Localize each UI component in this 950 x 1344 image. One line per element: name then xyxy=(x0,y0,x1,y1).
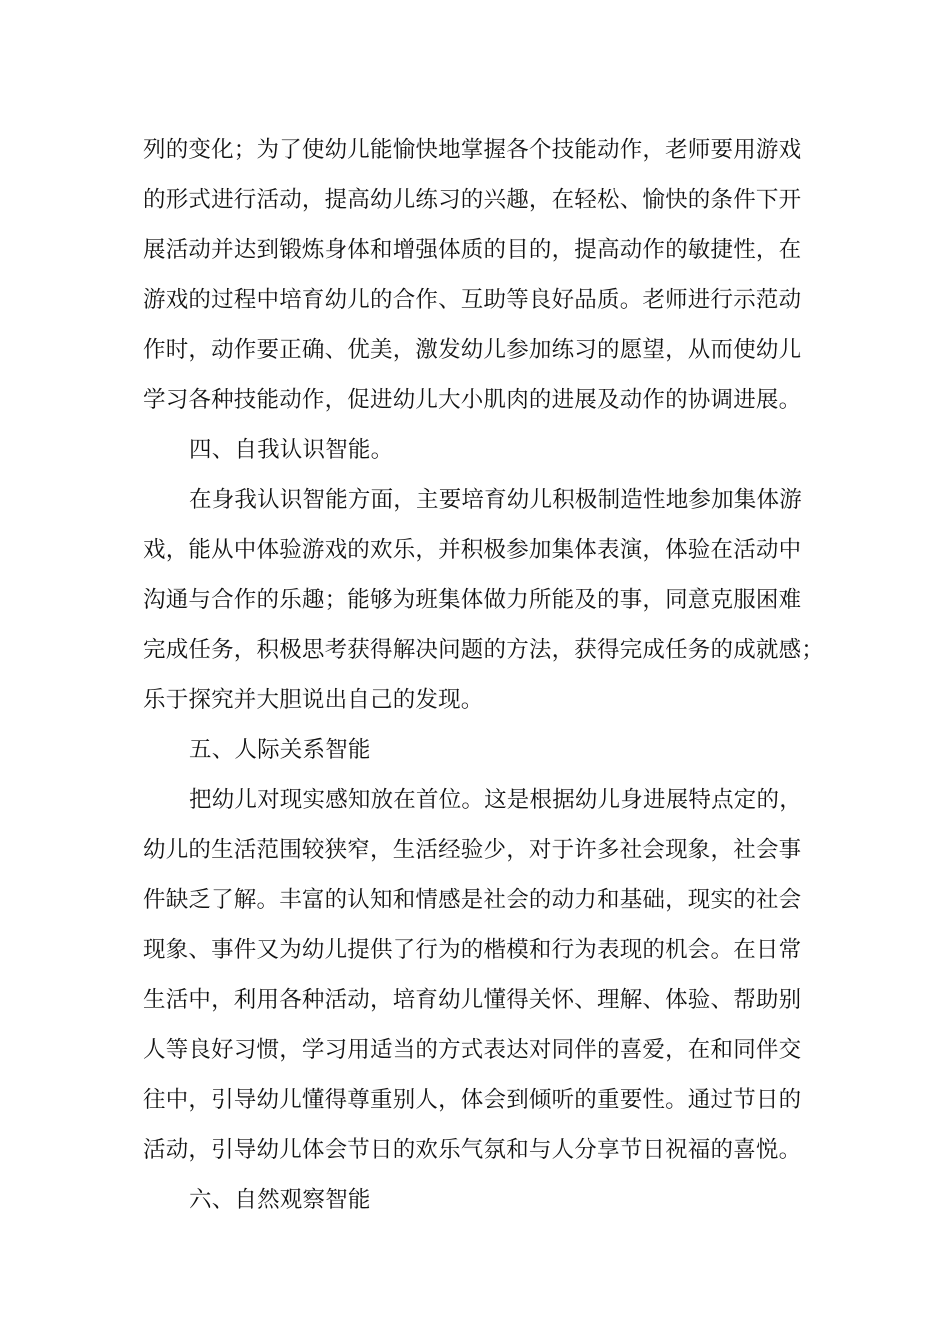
text-line: 的形式进行活动，提高幼儿练习的兴趣，在轻松、愉快的条件下开 xyxy=(143,187,802,213)
section-heading-5: 五、人际关系智能 xyxy=(189,737,371,763)
section-heading-6: 六、自然观察智能 xyxy=(189,1187,371,1213)
text-line: 人等良好习惯，学习用适当的方式表达对同伴的喜爱，在和同伴交 xyxy=(143,1037,802,1063)
text-line: 往中，引导幼儿懂得尊重别人，体会到倾听的重要性。通过节日的 xyxy=(143,1087,802,1113)
text-line: 在身我认识智能方面，主要培育幼儿积极制造性地参加集体游 xyxy=(189,487,802,513)
text-line: 沟通与合作的乐趣；能够为班集体做力所能及的事，同意克服困难 xyxy=(143,587,802,613)
text-line: 戏，能从中体验游戏的欢乐，并积极参加集体表演，体验在活动中 xyxy=(143,537,802,563)
text-line: 展活动并达到锻炼身体和增强体质的目的，提高动作的敏捷性，在 xyxy=(143,237,802,263)
section-heading-4: 四、自我认识智能。 xyxy=(189,437,394,463)
text-line: 完成任务，积极思考获得解决问题的方法，获得完成任务的成就感； xyxy=(143,637,825,663)
text-line: 活动，引导幼儿体会节日的欢乐气氛和与人分享节日祝福的喜悦。 xyxy=(143,1137,802,1163)
text-line: 学习各种技能动作，促进幼儿大小肌肉的进展及动作的协调进展。 xyxy=(143,387,802,413)
text-line: 把幼儿对现实感知放在首位。这是根据幼儿身进展特点定的， xyxy=(189,787,802,813)
text-line: 现象、事件又为幼儿提供了行为的楷模和行为表现的机会。在日常 xyxy=(143,937,802,963)
text-line: 件缺乏了解。丰富的认知和情感是社会的动力和基础，现实的社会 xyxy=(143,887,802,913)
text-line: 幼儿的生活范围较狭窄，生活经验少，对于许多社会现象，社会事 xyxy=(143,837,802,863)
text-line: 作时，动作要正确、优美，激发幼儿参加练习的愿望，从而使幼儿 xyxy=(143,337,802,363)
text-line: 乐于探究并大胆说出自己的发现。 xyxy=(143,687,484,713)
text-line: 列的变化；为了使幼儿能愉快地掌握各个技能动作，老师要用游戏 xyxy=(143,137,802,163)
text-line: 生活中，利用各种活动，培育幼儿懂得关怀、理解、体验、帮助别 xyxy=(143,987,802,1013)
text-line: 游戏的过程中培育幼儿的合作、互助等良好品质。老师进行示范动 xyxy=(143,287,802,313)
